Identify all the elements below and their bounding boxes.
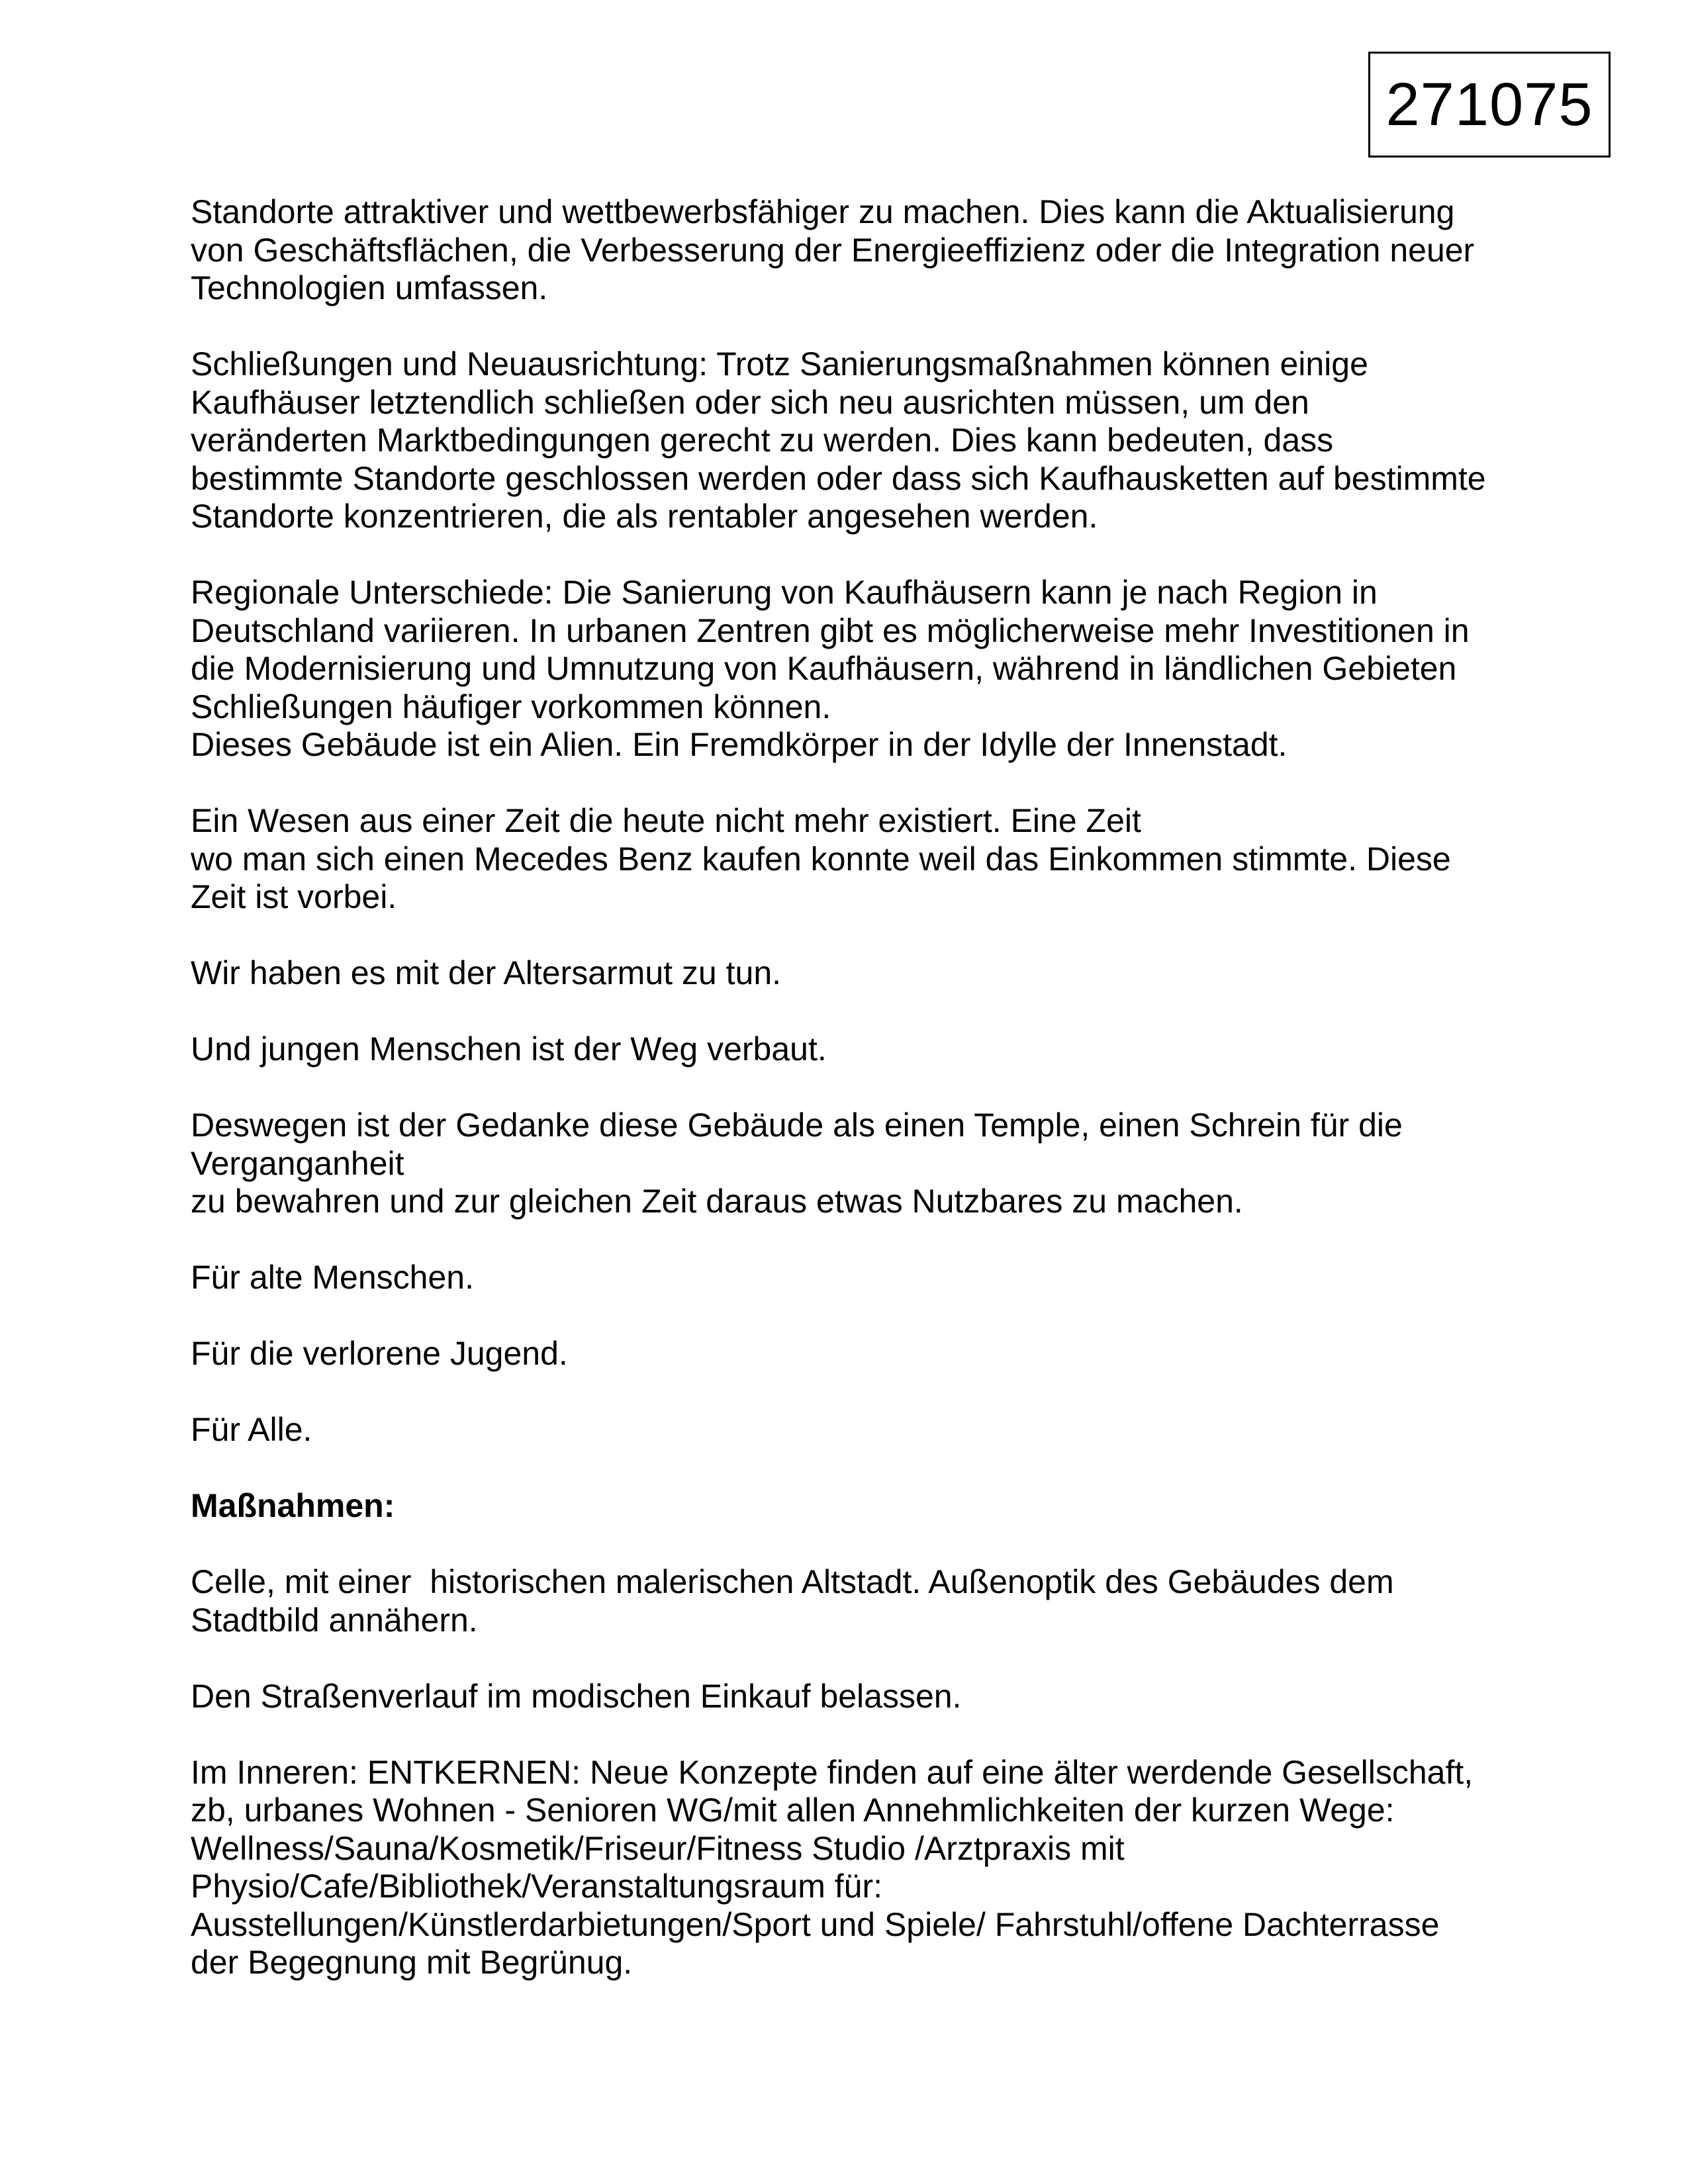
text-line: Für Alle. xyxy=(191,1411,312,1448)
text-line: die Modernisierung und Umnutzung von Kaufhäusern, während in ländlichen Gebieten xyxy=(191,650,1457,687)
text-line: der Begegnung mit Begrünug. xyxy=(191,1944,633,1981)
text-line: Maßnahmen: xyxy=(191,1487,395,1524)
paragraph-altersarmut xyxy=(191,954,1508,993)
text-line: Regionale Unterschiede: Die Sanierung von Kaufhäusern kann je nach Region in xyxy=(191,574,1378,611)
paragraph-junge-menschen xyxy=(191,1030,1508,1069)
text-line: zb, urbanes Wohnen - Senioren WG/mit allen Annehmlichkeiten der kurzen Wege: xyxy=(191,1792,1395,1829)
text-line: von Geschäftsflächen, die Verbesserung der Energieeffizienz oder die Integration neuer xyxy=(191,231,1475,269)
text-line: Und jungen Menschen ist der Weg verbaut. xyxy=(191,1030,827,1068)
text-line: Kaufhäuser letztendlich schließen oder sich neu ausrichten müssen, um den xyxy=(191,383,1309,421)
text-line: Im Inneren: ENTKERNEN: Neue Konzepte finden auf eine älter werdende Gesellschaft, xyxy=(191,1753,1474,1791)
text-line: Physio/Cafe/Bibliothek/Veranstaltungsraum für: xyxy=(191,1868,882,1905)
paragraph-deswegen xyxy=(191,1107,1508,1221)
text-line: Technologien umfassen. xyxy=(191,269,548,306)
text-line: Den Straßenverlauf im modischen Einkauf belassen. xyxy=(191,1677,962,1715)
text-line: Standorte attraktiver und wettbewerbsfähiger zu machen. Dies kann die Aktualisierung xyxy=(191,193,1455,230)
paragraph-strassenverlauf xyxy=(191,1678,1508,1716)
text-line: Ausstellungen/Künstlerdarbietungen/Sport und Spiele/ Fahrstuhl/offene Dachterrasse xyxy=(191,1905,1440,1943)
paragraph-standorte xyxy=(191,193,1508,308)
text-line: Wellness/Sauna/Kosmetik/Friseur/Fitness Studio /Arztpraxis mit xyxy=(191,1829,1125,1867)
text-line: veränderten Marktbedingungen gerecht zu werden. Dies kann bedeuten, dass xyxy=(191,422,1334,459)
text-line: Celle, mit einer historischen malerischen Altstadt. Außenoptik des Gebäudes dem xyxy=(191,1563,1394,1600)
text-line: bestimmte Standorte geschlossen werden oder dass sich Kaufhausketten auf bestimmte xyxy=(191,459,1486,497)
text-line: Für alte Menschen. xyxy=(191,1259,474,1296)
text-line: Verganganheit xyxy=(191,1144,404,1182)
text-line: Stadtbild annähern. xyxy=(191,1601,478,1639)
paragraph-im-inneren xyxy=(191,1754,1508,1982)
document-number: 271075 xyxy=(1385,70,1593,138)
paragraph-celle xyxy=(191,1563,1508,1639)
paragraph-fuer-die-jugend xyxy=(191,1335,1508,1373)
text-line: Wir haben es mit der Altersarmut zu tun. xyxy=(191,954,782,991)
paragraph-ein-wesen xyxy=(191,802,1508,917)
text-line: Zeit ist vorbei. xyxy=(191,878,397,915)
paragraph-regionale-unterschiede xyxy=(191,574,1508,764)
text-line: Standorte konzentrieren, die als rentabler angesehen werden. xyxy=(191,498,1098,535)
text-line: Deutschland variieren. In urbanen Zentren gibt es möglicherweise mehr Investitionen in xyxy=(191,612,1470,649)
text-line: Schließungen und Neuausrichtung: Trotz Sanierungsmaßnahmen können einige xyxy=(191,345,1368,383)
text-line: Schließungen häufiger vorkommen können. xyxy=(191,688,831,725)
heading-massnahmen xyxy=(191,1487,1508,1525)
document-body xyxy=(191,193,1508,1982)
paragraph-fuer-alte-menschen xyxy=(191,1259,1508,1297)
paragraph-fuer-alle xyxy=(191,1411,1508,1449)
text-line: Ein Wesen aus einer Zeit die heute nicht mehr existiert. Eine Zeit xyxy=(191,802,1141,839)
text-line: Dieses Gebäude ist ein Alien. Ein Fremdkörper in der Idylle der Innenstadt. xyxy=(191,726,1288,763)
paragraph-schliessungen xyxy=(191,345,1508,536)
text-line: Für die verlorene Jugend. xyxy=(191,1335,568,1372)
document-number-box xyxy=(1368,52,1611,158)
text-line: Deswegen ist der Gedanke diese Gebäude als einen Temple, einen Schrein für die xyxy=(191,1107,1403,1144)
text-line: zu bewahren und zur gleichen Zeit daraus etwas Nutzbares zu machen. xyxy=(191,1183,1243,1220)
text-line: wo man sich einen Mecedes Benz kaufen konnte weil das Einkommen stimmte. Diese xyxy=(191,840,1451,878)
